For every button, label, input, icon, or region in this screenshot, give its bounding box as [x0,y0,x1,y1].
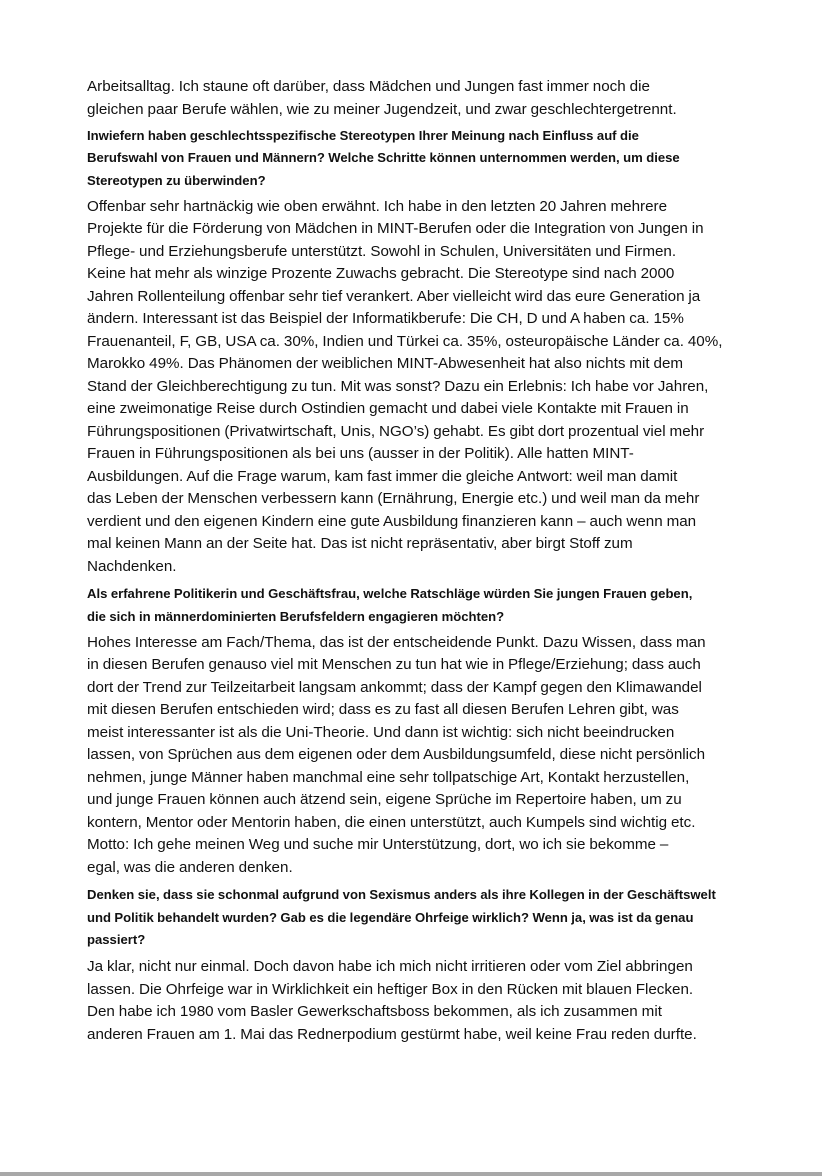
text-line: Nachdenken. [87,557,177,575]
text-line: Pflege- und Erziehungsberufe unterstützt. Sowohl in Schulen, Universitäten und Firmen. [87,242,677,260]
text-line: Frauenanteil, F, GB, USA ca. 30%, Indien und Türkei ca. 35%, osteuropäische Länder ca. 40%, [87,332,723,350]
interview-answer-3 [87,956,737,1046]
question-line: passiert? [87,932,146,948]
text-line: und junge Frauen können auch ätzend sein, eigene Sprüche im Repertoire haben, um zu [87,791,682,809]
text-line: Projekte für die Förderung von Mädchen in MINT-Berufen oder die Integration von Jungen in [87,220,704,238]
interview-question-2 [87,583,737,628]
text-line: meist interessanter ist als die Uni-Theorie. Und dann ist wichtig: sich nicht beeindrucken [87,723,675,741]
question-line: Als erfahrene Politikerin und Geschäftsfrau, welche Ratschläge würden Sie jungen Frauen geben, [87,586,693,602]
text-line: gleichen paar Berufe wählen, wie zu meiner Jugendzeit, und zwar geschlechtergetrennt. [87,100,677,118]
interview-question-3 [87,884,737,951]
text-line: anderen Frauen am 1. Mai das Rednerpodium gestürmt habe, weil keine Frau reden durfte. [87,1025,697,1043]
text-line: egal, was die anderen denken. [87,858,293,876]
interview-question-1 [87,125,737,192]
text-line: das Leben der Menschen verbessern kann (Ernährung, Energie etc.) und weil man da mehr [87,490,700,508]
text-line: mal keinen Mann an der Seite hat. Das ist nicht repräsentativ, aber birgt Stoff zum [87,535,633,553]
interview-answer-2 [87,632,737,880]
text-line: Stand der Gleichberechtigung zu tun. Mit was sonst? Dazu ein Erlebnis: Ich habe vor Jahren, [87,377,709,395]
text-line: dort der Trend zur Teilzeitarbeit langsam ankommt; dass der Kampf gegen den Klimawandel [87,678,702,696]
text-line: kontern, Mentor oder Mentorin haben, die einen unterstützt, auch Kumpels sind wichtig etc. [87,813,696,831]
text-line: lassen. Die Ohrfeige war in Wirklichkeit ein heftiger Box in den Rücken mit blauen Flecken. [87,980,694,998]
text-line: Jahren Rollenteilung offenbar sehr tief verankert. Aber vielleicht wird das eure Generation ja [87,287,701,305]
question-line: die sich in männerdominierten Berufsfeldern engagieren möchten? [87,608,505,624]
text-line: Führungspositionen (Privatwirtschaft, Unis, NGO’s) gehabt. Es gibt dort prozentual viel mehr [87,422,705,440]
text-line: mit diesen Berufen entschieden wird; dass es zu fast all diesen Berufen Lehren gibt, was [87,701,679,719]
interview-answer-1 [87,196,737,579]
text-line: Offenbar sehr hartnäckig wie oben erwähnt. Ich habe in den letzten 20 Jahren mehrere [87,197,668,215]
text-line: Den habe ich 1980 vom Basler Gewerkschaftsboss bekommen, als ich zusammen mit [87,1003,662,1021]
question-line: Stereotypen zu überwinden? [87,172,266,188]
text-line: eine zweimonatige Reise durch Ostindien gemacht und dabei viele Kontakte mit Frauen in [87,400,689,418]
question-line: Berufswahl von Frauen und Männern? Welche Schritte können unternommen werden, um diese [87,150,680,166]
text-line: Motto: Ich gehe meinen Weg und suche mir Unterstützung, dort, wo ich sie bekomme – [87,836,669,854]
text-line: verdient und den eigenen Kindern eine gute Ausbildung finanzieren kann – auch wenn man [87,512,697,530]
text-line: in diesen Berufen genauso viel mit Menschen zu tun hat wie in Pflege/Erziehung; dass auch [87,656,701,674]
question-line: Denken sie, dass sie schonmal aufgrund von Sexismus anders als ihre Kollegen in der Geschäftswelt [87,887,716,903]
text-line: Ja klar, nicht nur einmal. Doch davon habe ich mich nicht irritieren oder vom Ziel abbringen [87,958,693,976]
text-line: Marokko 49%. Das Phänomen der weiblichen MINT-Abwesenheit hat also nichts mit dem [87,355,684,373]
page-bottom-edge [0,1172,822,1176]
question-line: und Politik behandelt wurden? Gab es die legendäre Ohrfeige wirklich? Wenn ja, was ist da genau [87,909,694,925]
text-line: Ausbildungen. Auf die Frage warum, kam fast immer die gleiche Antwort: weil man damit [87,467,678,485]
text-line: Frauen in Führungspositionen als bei uns (ausser in der Politik). Alle hatten MINT- [87,445,634,463]
intro-paragraph [87,76,737,121]
text-line: ändern. Interessant ist das Beispiel der Informatikberufe: Die CH, D und A haben ca. 15% [87,310,684,328]
question-line: Inwiefern haben geschlechtsspezifische Stereotypen Ihrer Meinung nach Einfluss auf die [87,128,639,143]
text-line: Hohes Interesse am Fach/Thema, das ist der entscheidende Punkt. Dazu Wissen, dass man [87,633,706,651]
document-page [87,76,737,1046]
text-line: nehmen, junge Männer haben manchmal eine sehr tollpatschige Art, Kontakt herzustellen, [87,768,690,786]
text-line: Keine hat mehr als winzige Prozente Zuwachs gebracht. Die Stereotype sind nach 2000 [87,265,675,283]
text-line: Arbeitsalltag. Ich staune oft darüber, dass Mädchen und Jungen fast immer noch die [87,78,650,95]
text-line: lassen, von Sprüchen aus dem eigenen oder dem Ausbildungsumfeld, diese nicht persönlich [87,746,706,764]
